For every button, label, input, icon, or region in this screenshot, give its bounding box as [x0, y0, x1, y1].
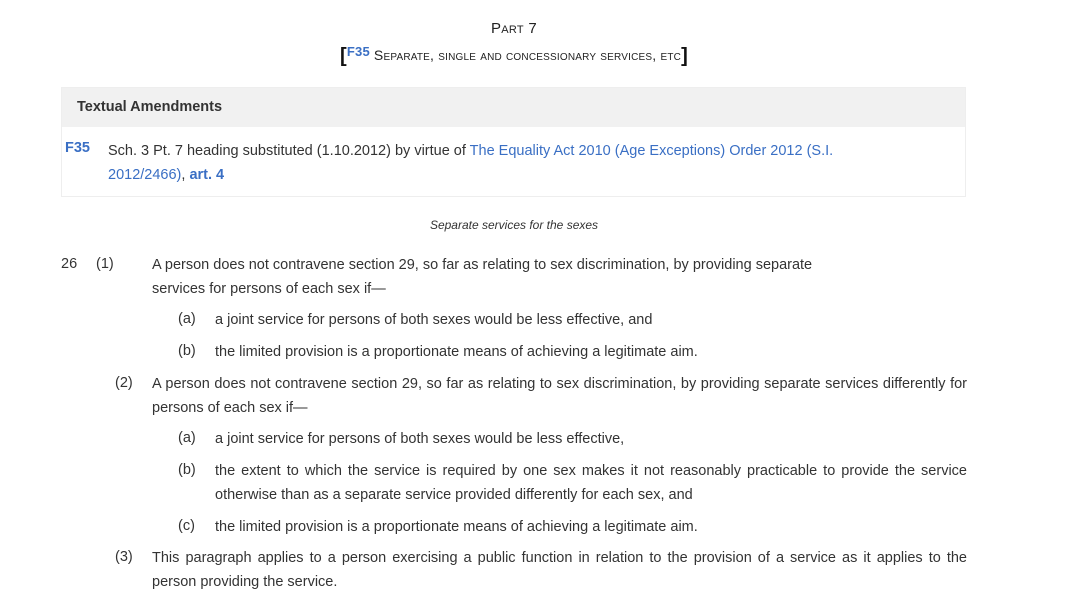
item-text: the extent to which the service is required by one sex makes it not reasonably practicable to provide the service otherwise than as a separate service provided differently for each sex, and — [215, 463, 967, 503]
amendment-separator: , — [181, 167, 190, 183]
item-number: (b) — [178, 343, 196, 359]
item-text: a joint service for persons of both sexes would be less effective, — [215, 431, 625, 447]
footnote-ref-link[interactable]: F35 — [346, 44, 370, 59]
amendment-item — [62, 127, 965, 197]
article-link[interactable]: art. 4 — [189, 167, 225, 183]
subparagraph-text: A person does not contravene section 29, so far as relating to sex discrimination, by providing separate services differently for persons of each sex if— — [152, 376, 967, 416]
amendment-text-before: Sch. 3 Pt. 7 heading substituted (1.10.2012) by virtue of — [108, 143, 470, 159]
item-text: the limited provision is a proportionate means of achieving a legitimate aim. — [215, 344, 698, 360]
amendment-text — [108, 139, 908, 187]
subparagraph-number: (1) — [96, 256, 114, 272]
part-title-text: Separate, single and concessionary services, etc — [373, 47, 682, 63]
item-number: (a) — [178, 430, 196, 446]
subparagraph-text: A person does not contravene section 29, so far as relating to sex discrimination, by providing separate services for persons of each sex if— — [152, 257, 813, 297]
part-title — [0, 44, 1028, 68]
textual-amendments-panel — [61, 87, 966, 197]
part-heading: Part 7 — [490, 20, 538, 37]
equality-act-order-link[interactable]: The Equality Act 2010 (Age Exceptions) Order 2012 (S.I. 2012/2466) — [108, 143, 834, 183]
item-text: a joint service for persons of both sexes would be less effective, and — [215, 312, 653, 328]
subparagraph-text: This paragraph applies to a person exercising a public function in relation to the provision of a service as it applies to the person providing the service. — [152, 550, 967, 590]
textual-amendments-header: Textual Amendments — [62, 88, 965, 127]
amendment-ref-link[interactable]: F35 — [65, 140, 90, 156]
subparagraph-number: (2) — [115, 375, 133, 391]
open-bracket: [ — [340, 45, 347, 67]
item-number: (a) — [178, 311, 196, 327]
item-number: (c) — [178, 518, 195, 534]
item-text: the limited provision is a proportionate means of achieving a legitimate aim. — [215, 519, 698, 535]
subparagraph-number: (3) — [115, 549, 133, 565]
cross-heading: Separate services for the sexes — [429, 218, 599, 232]
close-bracket: ] — [681, 45, 688, 67]
item-number: (b) — [178, 462, 196, 478]
paragraph-number: 26 — [61, 256, 78, 272]
